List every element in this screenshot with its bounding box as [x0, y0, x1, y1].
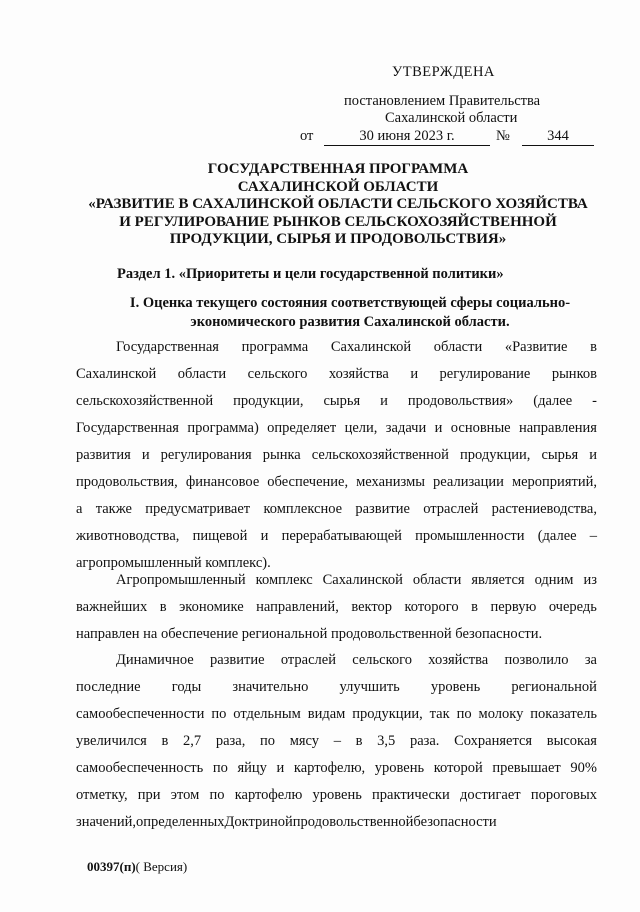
paragraph-line — [76, 523, 597, 550]
word: видам — [307, 706, 346, 722]
document-code: 00397(п) — [87, 859, 136, 874]
word: молоку — [478, 706, 524, 722]
word: самообеспеченности — [76, 706, 205, 722]
word: механизмы — [356, 474, 425, 490]
title-line: И РЕГУЛИРОВАНИЕ РЫНКОВ СЕЛЬСКОХОЗЯЙСТВЕННОЙ — [119, 213, 557, 230]
decree-number: 344 — [522, 128, 594, 146]
word: направлений, — [256, 599, 339, 615]
word: по — [209, 787, 225, 803]
program-title — [48, 161, 628, 249]
paragraph-line — [76, 621, 597, 648]
word: реализации — [433, 474, 504, 490]
word: за — [584, 652, 597, 668]
decree-label: постановлением Правительства — [344, 93, 541, 109]
word: рынка — [262, 447, 301, 463]
word: практически — [372, 787, 450, 803]
word: животноводства, — [76, 528, 180, 544]
word: а — [76, 501, 83, 517]
paragraph-line — [76, 674, 597, 701]
word: по — [456, 706, 472, 722]
title-line: ПРОДУКЦИИ, СЫРЬЯ И ПРОДОВОЛЬСТВИЯ» — [169, 231, 507, 247]
word: одним — [534, 572, 574, 588]
word: по — [211, 706, 227, 722]
word: задачи — [385, 420, 427, 436]
word: продукции, — [233, 393, 304, 409]
word: в — [471, 599, 478, 615]
word: программа) — [187, 420, 259, 436]
word: перерабатывающей — [281, 528, 402, 544]
word: Государственная — [116, 339, 219, 355]
word: и — [276, 760, 285, 776]
word: и — [589, 447, 597, 463]
paragraph-line — [76, 496, 597, 523]
document-version: ( Версия) — [135, 859, 188, 874]
word: при — [137, 787, 161, 803]
word: региональной — [511, 679, 597, 695]
word: развитие — [355, 501, 410, 517]
paragraph-line — [76, 594, 597, 621]
word: Сохраняется — [454, 733, 533, 749]
word: 90% — [570, 760, 597, 776]
paragraph-line — [76, 469, 597, 496]
word: и — [380, 393, 388, 409]
word: последние — [76, 679, 141, 695]
word: сельского — [352, 652, 412, 668]
word: комплекс — [255, 572, 313, 588]
word: пороговых — [530, 787, 597, 803]
word: картофелю, — [293, 760, 366, 776]
word: превышает — [492, 760, 561, 776]
word: раза. — [409, 733, 440, 749]
word: – — [333, 733, 341, 749]
word: значительно — [232, 679, 309, 695]
word: продовольственной — [292, 814, 414, 830]
title-line: ГОСУДАРСТВЕННАЯ ПРОГРАММА — [207, 161, 469, 177]
word: регулирования — [160, 447, 252, 463]
word: улучшить — [339, 679, 400, 695]
word: агропромышленный комплекс). — [76, 555, 271, 571]
word: развитие — [209, 652, 265, 668]
word: уровень — [312, 787, 362, 803]
decree-date-line — [300, 128, 600, 146]
paragraph-line — [76, 701, 597, 728]
word: раза, — [215, 733, 246, 749]
word: которого — [404, 599, 459, 615]
word: Динамичное — [116, 652, 194, 668]
paragraph-program-definition — [76, 334, 597, 577]
word: Сахалинской — [322, 572, 403, 588]
word: Сахалинской — [76, 366, 157, 382]
approved-label: УТВЕРЖДЕНА — [392, 64, 495, 80]
word: картофелю — [234, 787, 303, 803]
paragraph-self-sufficiency — [76, 647, 597, 836]
word: этом — [170, 787, 200, 803]
word: по — [212, 760, 228, 776]
word: позволило — [504, 652, 569, 668]
word: промышленности — [415, 528, 525, 544]
word: в — [159, 599, 167, 615]
word: - — [592, 393, 597, 409]
word: 2,7 — [183, 733, 202, 749]
word: Агропромышленный — [116, 572, 246, 588]
word: очередь — [548, 599, 597, 615]
word: и — [141, 447, 150, 463]
paragraph-line — [76, 782, 597, 809]
word: определенных — [135, 814, 225, 830]
word: продовольствия» — [407, 393, 514, 409]
word: Доктриной — [224, 814, 293, 830]
word: Государственная — [76, 420, 179, 436]
word: хозяйства — [328, 366, 389, 382]
word: направлен на обеспечение региональной продовольственной безопасности. — [76, 626, 543, 642]
word: пищевой — [192, 528, 248, 544]
word: так — [429, 706, 450, 722]
word: сельскохозяйственной — [311, 447, 449, 463]
word: экономике — [179, 599, 244, 615]
word: финансовое — [185, 474, 260, 490]
word: (далее — [533, 393, 573, 409]
word: Сахалинской — [330, 339, 412, 355]
word: годы — [171, 679, 202, 695]
word: показатель — [530, 706, 597, 722]
paragraph-line — [76, 728, 597, 755]
word: мясу — [289, 733, 320, 749]
title-line: «РАЗВИТИЕ В САХАЛИНСКОЙ ОБЛАСТИ СЕЛЬСКОГО ХОЗЯЙСТВА — [88, 196, 588, 212]
word: растениеводства, — [491, 501, 597, 517]
word: в — [161, 733, 169, 749]
word: уровень — [374, 760, 425, 776]
word: безопасности — [413, 814, 497, 830]
word: области — [177, 366, 227, 382]
section-heading: Раздел 1. «Приоритеты и цели государственной политики» — [117, 266, 504, 282]
paragraph-line — [76, 388, 597, 415]
region-label: Сахалинской области — [385, 110, 518, 126]
document-footer — [87, 859, 187, 875]
paragraph-line — [76, 755, 597, 782]
word: отметку, — [76, 787, 128, 803]
word: продукции, — [459, 447, 531, 463]
word: достигает — [459, 787, 521, 803]
word: сельскохозяйственной — [76, 393, 214, 409]
word: яйцу — [237, 760, 267, 776]
paragraph-line — [76, 415, 597, 442]
word: основные — [450, 420, 511, 436]
word: цели, — [344, 420, 378, 436]
word: которой — [433, 760, 483, 776]
word: отраслей — [280, 652, 336, 668]
word: самообеспеченность — [76, 760, 204, 776]
word: предусматривает — [145, 501, 251, 517]
word: области — [433, 339, 483, 355]
word: и — [434, 420, 443, 436]
word: обеспечение, — [267, 474, 349, 490]
word: сырья — [323, 393, 361, 409]
subheading-line: экономического развития Сахалинской области. — [190, 314, 510, 330]
word: (далее — [537, 528, 577, 544]
decree-date: 30 июня 2023 г. — [324, 128, 490, 146]
paragraph-line — [76, 567, 597, 594]
word: в — [355, 733, 363, 749]
word: и — [410, 366, 419, 382]
word: продовольствия, — [76, 474, 178, 490]
word: рынков — [551, 366, 597, 382]
word: увеличился — [76, 733, 147, 749]
word: в — [590, 339, 597, 355]
word: отраслей — [423, 501, 479, 517]
word: регулирование — [439, 366, 531, 382]
word: 3,5 — [377, 733, 396, 749]
from-label: от — [300, 128, 314, 144]
word: мероприятий, — [511, 474, 597, 490]
word: первую — [490, 599, 537, 615]
subheading-line: I. Оценка текущего состояния соответствующей сферы социально- — [129, 295, 571, 311]
word: также — [95, 501, 132, 517]
word: направления — [519, 420, 597, 436]
word: развития — [76, 447, 131, 463]
paragraph-line — [76, 334, 597, 361]
number-sign: № — [496, 128, 510, 144]
word: вектор — [351, 599, 393, 615]
word: значений, — [76, 814, 136, 830]
word: – — [589, 528, 597, 544]
word: «Развитие — [504, 339, 568, 355]
paragraph-agro-complex — [76, 567, 597, 648]
word: из — [583, 572, 597, 588]
subsection-heading — [60, 294, 640, 332]
word: определяет — [267, 420, 337, 436]
word: высокая — [546, 733, 597, 749]
paragraph-line — [76, 809, 597, 836]
word: и — [260, 528, 269, 544]
word: программа — [241, 339, 309, 355]
paragraph-line — [76, 647, 597, 674]
word: является — [471, 572, 525, 588]
word: важнейших — [76, 599, 148, 615]
word: отдельным — [233, 706, 301, 722]
word: уровень — [430, 679, 481, 695]
word: по — [260, 733, 276, 749]
word: хозяйства — [428, 652, 489, 668]
title-line: САХАЛИНСКОЙ ОБЛАСТИ — [237, 178, 439, 195]
word: сельского — [247, 366, 308, 382]
word: комплексное — [263, 501, 343, 517]
word: продукции, — [352, 706, 423, 722]
word: области — [412, 572, 462, 588]
paragraph-line — [76, 442, 597, 469]
paragraph-line — [76, 361, 597, 388]
word: сырья — [541, 447, 579, 463]
